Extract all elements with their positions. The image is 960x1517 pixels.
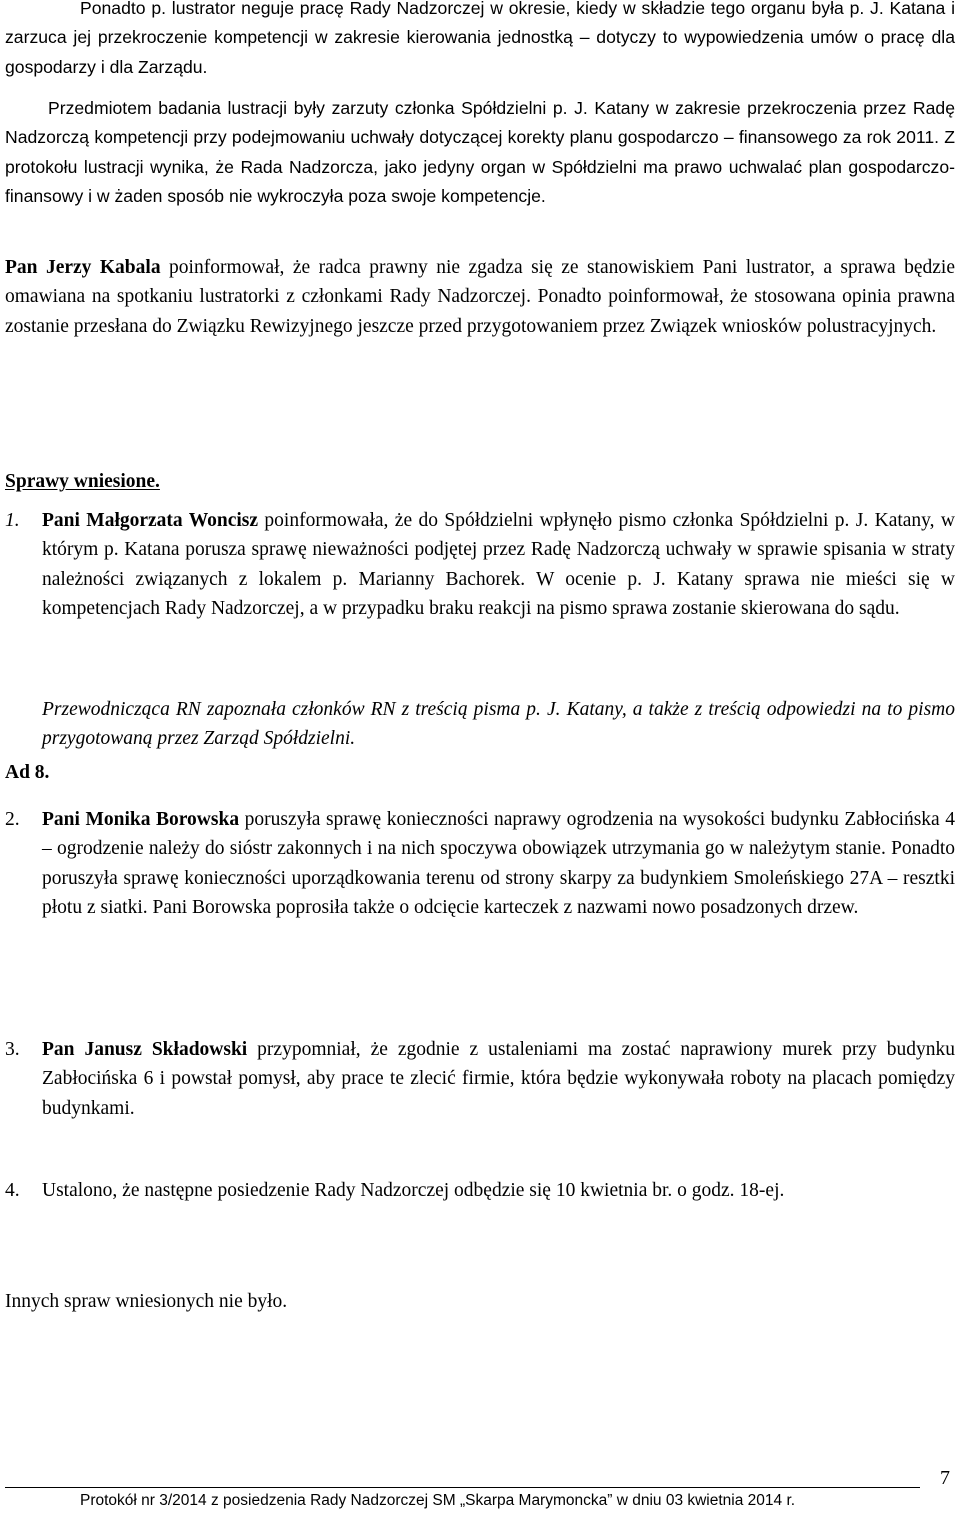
item-2-text [42, 805, 955, 923]
item-text: poruszyła sprawę konieczności naprawy ogrodzenia na wysokości budynku Zabłocińska 4 – ogrodzenie należy do sióstr zakonnych i na nich spoczywa obowiązek utrzymania go w należytym stanie. Ponadto poruszyła sprawę konieczności uporządkowania terenu od strony skarpy za budynkiem Smoleńskiego 27A – resztki płotu z siatki. Pani Borowska poprosiła także o odcięcie karteczek z nazwami nowo posadzonych drzew. [42, 809, 955, 919]
closing-statement: Innych spraw wniesionych nie było. [5, 1291, 288, 1312]
item-1-text [42, 506, 955, 624]
section-subheading: Sprawy wniesione. [5, 471, 160, 492]
item-number-2: 2. [5, 809, 20, 830]
page-number: 7 [940, 1467, 950, 1489]
paragraph-kabala [5, 253, 955, 341]
person-name: Pan Janusz Składowski [42, 1039, 248, 1060]
item-number-1: 1. [5, 510, 20, 531]
paragraph-lustrator: Ponadto p. lustrator neguje pracę Rady Nadzorczej w okresie, kiedy w składzie tego organu była p. J. Katana i zarzuca jej przekroczenie kompetencji w zakresie kierowania jednostką – dotyczy to wypowiedzenia umów o pracę dla gospodarzy i dla Zarządu. [5, 0, 955, 77]
item-number-3: 3. [5, 1039, 20, 1060]
item-3-text [42, 1035, 955, 1123]
item-text: przypomniał, że zgodnie z ustaleniami ma zostać naprawiony murek przy budynku Zabłocińska 6 i powstał pomysł, aby prace te zlecić firmie, która będzie wykonywała roboty na placach pomiędzy budynkami. [42, 1039, 955, 1119]
person-name: Pani Małgorzata Woncisz [42, 510, 259, 531]
paragraph-lustracja: Przedmiotem badania lustracji były zarzuty członka Spółdzielni p. J. Katany w zakresie przekroczenia przez Radę Nadzorczą kompetencji przy podejmowaniu uchwały dotyczącej korekty planu gospodarczo – finansowego za rok 2011. Z protokołu lustracji wynika, że Rada Nadzorcza, jako jedyny organ w Spółdzielni ma prawo uchwalać plan gospodarczo-finansowy i w żaden sposób nie wykroczyła poza swoje kompetencje. [5, 98, 955, 207]
paragraph-text: poinformował, że radca prawny nie zgadza się ze stanowiskiem Pani lustrator, a sprawa będzie omawiana na spotkaniu lustratorki z członkami Rady Nadzorczej. Ponadto poinformował, że stosowana opinia prawna zostanie przesłana do Związku Rewizyjnego jeszcze przed przygotowaniem przez Związek wniosków polustracyjnych. [5, 257, 955, 337]
item-4-text: Ustalono, że następne posiedzenie Rady Nadzorczej odbędzie się 10 kwietnia br. o godz. 18-ej. [42, 1180, 785, 1201]
item-text: poinformowała, że do Spółdzielni wpłynęło pismo członka Spółdzielni p. J. Katany, w którym p. Katana porusza sprawę nieważności podjętej przez Radę Nadzorczą uchwały w sprawie spisania w straty należności związanych z lokalem p. Marianny Bachorek. W ocenie p. J. Katany sprawa nie mieści się w kompetencjach Rady Nadzorczej, a w przypadku braku reakcji na pismo sprawa zostanie skierowana do sądu. [42, 510, 955, 620]
section-heading: Ad 8. [5, 762, 50, 783]
footer-divider [5, 1487, 920, 1488]
item-number-4: 4. [5, 1180, 20, 1201]
item-1-note: Przewodnicząca RN zapoznała członków RN z treścią pisma p. J. Katany, a także z treścią odpowiedzi na to pismo przygotowaną przez Zarząd Spółdzielni. [42, 699, 955, 750]
footer-text: Protokół nr 3/2014 z posiedzenia Rady Nadzorczej SM „Skarpa Marymoncka” w dniu 03 kwietnia 2014 r. [80, 1492, 796, 1509]
person-name: Pan Jerzy Kabala [5, 257, 161, 278]
person-name: Pani Monika Borowska [42, 809, 240, 830]
